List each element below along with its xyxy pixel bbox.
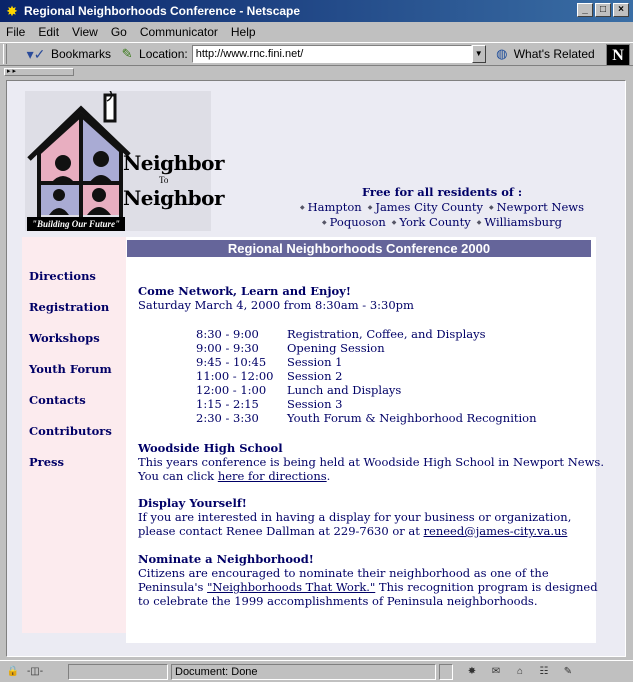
status-text: Document: Done	[171, 664, 436, 680]
logo-tagline: "Building Our Future"	[27, 217, 125, 231]
bookmarks-button[interactable]: Bookmarks	[51, 47, 112, 61]
window-title: Regional Neighborhoods Conference - Netscape	[24, 4, 301, 18]
newsgroups-icon[interactable]: ⌂	[516, 665, 524, 677]
composer-icon[interactable]: ✎	[563, 665, 573, 677]
url-dropdown-button[interactable]: ▼	[472, 45, 486, 63]
venue-end: .	[326, 469, 331, 483]
nav-directions[interactable]: Directions	[29, 269, 96, 283]
locality-newport-news: ◆ Newport News	[489, 200, 584, 215]
whats-related-icon[interactable]: ◍	[496, 46, 508, 61]
nominate-title: Nominate a Neighborhood!	[138, 552, 314, 566]
schedule-row	[196, 355, 537, 369]
menu-bar	[0, 22, 633, 42]
location-label: Location:	[139, 47, 188, 61]
schedule-row	[196, 341, 537, 355]
schedule-event: Registration, Coffee, and Displays	[287, 327, 486, 341]
minimize-button[interactable]: _	[577, 3, 593, 17]
page-viewport	[6, 80, 626, 657]
locality-james-city-county: ◆ James City County	[368, 200, 483, 215]
online-status-icon[interactable]: -◫-	[26, 665, 44, 677]
status-bar	[0, 660, 633, 682]
nav-contributors[interactable]: Contributors	[29, 424, 112, 438]
address-book-icon[interactable]: ☷	[539, 665, 549, 677]
whats-related-button[interactable]: What's Related	[513, 47, 595, 61]
menu-edit[interactable]: Edit	[38, 25, 60, 39]
venue-text-2: You can click	[138, 469, 215, 483]
toolbar-grip[interactable]	[3, 44, 7, 64]
window-titlebar[interactable]	[0, 0, 633, 22]
menu-communicator[interactable]: Communicator	[139, 25, 218, 39]
schedule-time: 2:30 - 3:30	[196, 411, 259, 425]
close-button[interactable]: ×	[613, 3, 629, 17]
collapse-toolbar-tab[interactable]: ▸ ▸	[4, 68, 74, 76]
residents-block	[282, 185, 602, 230]
mail-icon[interactable]: ✉	[491, 665, 501, 677]
locality-williamsburg: ◆ Williamsburg	[477, 215, 562, 230]
display-title: Display Yourself!	[138, 496, 247, 510]
locality-hampton: ◆ Hampton	[300, 200, 362, 215]
neighbor-to-neighbor-logo[interactable]	[25, 91, 224, 231]
logo-text-neighbor-2: Neighbor	[123, 186, 224, 210]
display-text-2: please contact Renee Dallman at 229-7630 or at	[138, 524, 420, 538]
event-date: Saturday March 4, 2000 from 8:30am - 3:30pm	[138, 298, 414, 312]
menu-help[interactable]: Help	[230, 25, 256, 39]
nav-press[interactable]: Press	[29, 455, 64, 469]
logo-text-to: To	[159, 175, 169, 185]
neighborhoods-that-work-link[interactable]: "Neighborhoods That Work."	[207, 580, 376, 594]
schedule-row	[196, 411, 537, 425]
schedule-time: 12:00 - 1:00	[196, 383, 267, 397]
menu-file[interactable]: File	[6, 25, 26, 39]
venue-directions-line	[138, 469, 330, 483]
status-divider	[439, 664, 453, 680]
nominate-text-3: to celebrate the 1999 accomplishments of Peninsula neighborhoods.	[138, 594, 538, 608]
netscape-app-icon: ✸	[6, 2, 18, 19]
nominate-line-2	[138, 580, 598, 594]
directions-link[interactable]: here for directions	[217, 469, 327, 483]
schedule-table	[196, 327, 537, 425]
schedule-time: 9:45 - 10:45	[196, 355, 267, 369]
schedule-row	[196, 383, 537, 397]
toolbar-collapse-strip	[0, 66, 633, 78]
residents-row-1	[282, 200, 602, 215]
bookmarks-icon[interactable]: ▾✓	[26, 46, 46, 62]
nominate-text-2a: Peninsula's	[138, 580, 204, 594]
schedule-row	[196, 327, 537, 341]
security-lock-icon[interactable]: 🔒	[6, 665, 20, 677]
schedule-time: 1:15 - 2:15	[196, 397, 259, 411]
venue-text: This years conference is being held at Woodside High School in Newport News.	[138, 455, 604, 469]
nominate-text-1: Citizens are encouraged to nominate their neighborhood as one of the	[138, 566, 549, 580]
schedule-time: 8:30 - 9:00	[196, 327, 259, 341]
venue-title: Woodside High School	[138, 441, 283, 455]
email-link[interactable]: reneed@james-city.va.us	[423, 524, 568, 538]
schedule-event: Session 1	[287, 355, 343, 369]
maximize-button[interactable]: □	[595, 3, 611, 17]
nav-youth-forum[interactable]: Youth Forum	[29, 362, 112, 376]
schedule-time: 9:00 - 9:30	[196, 341, 259, 355]
schedule-row	[196, 369, 537, 383]
nav-workshops[interactable]: Workshops	[29, 331, 100, 345]
schedule-event: Youth Forum & Neighborhood Recognition	[287, 411, 537, 425]
schedule-event: Session 2	[287, 369, 343, 383]
menu-go[interactable]: Go	[110, 25, 127, 39]
display-text-1: If you are interested in having a display for your business or organization,	[138, 510, 572, 524]
display-contact-line	[138, 524, 567, 538]
nav-registration[interactable]: Registration	[29, 300, 110, 314]
schedule-event: Opening Session	[287, 341, 385, 355]
progress-bar	[68, 664, 168, 680]
netscape-brand-logo[interactable]: N	[606, 44, 630, 66]
menu-view[interactable]: View	[72, 25, 98, 39]
nominate-text-2b: This recognition program is designed	[375, 580, 598, 594]
headline: Come Network, Learn and Enjoy!	[138, 284, 351, 298]
conference-banner: Regional Neighborhoods Conference 2000	[127, 240, 591, 257]
locality-poquoson: ◆ Poquoson	[322, 215, 386, 230]
location-icon[interactable]: ✎	[121, 46, 133, 61]
location-toolbar	[0, 42, 633, 66]
nav-contacts[interactable]: Contacts	[29, 393, 86, 407]
locality-york-county: ◆ York County	[392, 215, 471, 230]
logo-text-neighbor-1: Neighbor	[123, 151, 224, 175]
schedule-row	[196, 397, 537, 411]
residents-row-2	[282, 215, 602, 230]
sidebar-nav	[22, 237, 126, 633]
schedule-event: Session 3	[287, 397, 343, 411]
schedule-time: 11:00 - 12:00	[196, 369, 274, 383]
residents-title: Free for all residents of :	[361, 185, 523, 199]
url-input[interactable]: http://www.rnc.fini.net/	[192, 45, 472, 63]
main-content	[126, 237, 604, 643]
navigator-icon[interactable]: ✸	[467, 665, 477, 677]
schedule-event: Lunch and Displays	[287, 383, 402, 397]
